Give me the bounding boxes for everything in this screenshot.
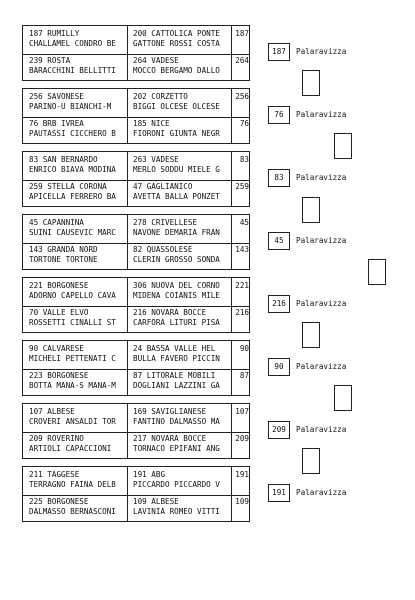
team-players: TERRAGNO FAINA DELB xyxy=(29,479,116,489)
match-box xyxy=(22,277,250,333)
result-number-box: 76 xyxy=(268,106,290,124)
result-number-box: 216 xyxy=(268,295,290,313)
team-cell xyxy=(29,155,129,174)
team-cell xyxy=(29,281,129,300)
team-name: SAVIGLIANESE xyxy=(151,407,207,416)
team-name: ALBESE xyxy=(151,497,179,506)
team-players: BARACCHINI BELLITTI xyxy=(29,65,116,75)
team-players: ARTIOLI CAPACCIONI xyxy=(29,443,112,453)
team-cell xyxy=(133,308,233,327)
team-number: 200 xyxy=(133,29,147,38)
result-number-box: 187 xyxy=(268,43,290,61)
team-players: CHALLAMEL CONDRO BE xyxy=(29,38,116,48)
team-name: ABG xyxy=(151,470,166,479)
team-number: 24 xyxy=(133,344,143,353)
team-number: 221 xyxy=(29,281,43,290)
venue-name: Palaravizza xyxy=(296,299,347,308)
team-name: CRIVELLESE xyxy=(151,218,198,227)
result-number-box: 191 xyxy=(268,484,290,502)
team-players: DOGLIANI LAZZINI GA xyxy=(133,380,220,390)
team-cell xyxy=(133,344,233,363)
team-number: 45 xyxy=(29,218,39,227)
team-cell xyxy=(133,470,233,489)
team-name: NOVARA BOCCE xyxy=(151,308,207,317)
row-divider xyxy=(23,369,249,370)
winner-number: 259 xyxy=(235,182,249,191)
team-number: 70 xyxy=(29,308,39,317)
team-number: 90 xyxy=(29,344,39,353)
team-number: 278 xyxy=(133,218,147,227)
row-divider xyxy=(23,180,249,181)
team-players: AVETTA BALLA PONZET xyxy=(133,191,220,201)
empty-slot-box xyxy=(334,133,352,159)
team-players: APICELLA FERRERO BA xyxy=(29,191,116,201)
team-number: 256 xyxy=(29,92,43,101)
team-cell xyxy=(133,56,233,75)
team-number: 107 xyxy=(29,407,43,416)
venue-name: Palaravizza xyxy=(296,173,347,182)
team-cell xyxy=(133,434,233,453)
match-box xyxy=(22,466,250,522)
team-number: 185 xyxy=(133,119,147,128)
team-cell xyxy=(29,56,129,75)
team-cell xyxy=(29,344,129,363)
team-number: 209 xyxy=(29,434,43,443)
team-cell xyxy=(133,92,233,111)
team-name: VALLE ELVO xyxy=(42,308,89,317)
team-number: 191 xyxy=(133,470,147,479)
team-players: FANTINO DALMASSO MA xyxy=(133,416,220,426)
team-name: VADESE xyxy=(151,56,179,65)
team-players: NAVONE DEMARIA FRAN xyxy=(133,227,220,237)
winner-number: 83 xyxy=(239,155,249,164)
team-cell xyxy=(29,245,129,264)
team-players: LAVINIA ROMEO VITTI xyxy=(133,506,220,516)
team-players: BIGGI OLCESE OLCESE xyxy=(133,101,220,111)
team-cell xyxy=(29,497,129,516)
row-divider xyxy=(23,54,249,55)
winner-number: 45 xyxy=(239,218,249,227)
row-divider xyxy=(23,117,249,118)
venue-name: Palaravizza xyxy=(296,110,347,119)
team-players: PICCARDO PICCARDO V xyxy=(133,479,220,489)
team-players: MIDENA COIANIS MILE xyxy=(133,290,220,300)
team-name: BORGONESE xyxy=(47,497,89,506)
team-cell xyxy=(133,119,233,138)
venue-name: Palaravizza xyxy=(296,236,347,245)
team-number: 83 xyxy=(29,155,39,164)
result-number-box: 209 xyxy=(268,421,290,439)
team-cell xyxy=(29,371,129,390)
match-box xyxy=(22,403,250,459)
winner-number: 109 xyxy=(235,497,249,506)
team-name: BRB IVREA xyxy=(42,119,84,128)
team-cell xyxy=(29,218,129,237)
team-name: NUOVA DEL CORNO xyxy=(151,281,220,290)
team-players: ADORNO CAPELLO CAVA xyxy=(29,290,116,300)
team-cell xyxy=(133,245,233,264)
team-name: STELLA CORONA xyxy=(47,182,107,191)
team-cell xyxy=(29,407,129,426)
match-box xyxy=(22,88,250,144)
team-number: 239 xyxy=(29,56,43,65)
winner-number: 216 xyxy=(235,308,249,317)
team-cell xyxy=(29,470,129,489)
match-box xyxy=(22,340,250,396)
team-number: 169 xyxy=(133,407,147,416)
team-cell xyxy=(29,92,129,111)
empty-slot-box xyxy=(334,385,352,411)
venue-name: Palaravizza xyxy=(296,47,347,56)
team-name: ALBESE xyxy=(47,407,75,416)
result-number-box: 45 xyxy=(268,232,290,250)
winner-number: 256 xyxy=(235,92,249,101)
team-name: BORGONESE xyxy=(47,371,89,380)
team-players: TORTONE TORTONE xyxy=(29,254,98,264)
row-divider xyxy=(23,306,249,307)
team-players: BOTTA MANA-S MANA-M xyxy=(29,380,116,390)
team-cell xyxy=(133,281,233,300)
team-number: 211 xyxy=(29,470,43,479)
result-number-box: 90 xyxy=(268,358,290,376)
team-name: CORZETTO xyxy=(151,92,188,101)
team-players: ROSSETTI CINALLI ST xyxy=(29,317,116,327)
team-number: 87 xyxy=(133,371,143,380)
winner-number: 87 xyxy=(239,371,249,380)
team-name: ROSTA xyxy=(47,56,71,65)
team-name: NOVARA BOCCE xyxy=(151,434,207,443)
venue-name: Palaravizza xyxy=(296,362,347,371)
team-number: 217 xyxy=(133,434,147,443)
team-players: CROVERI ANSALDI TOR xyxy=(29,416,116,426)
team-name: LITORALE MOBILI xyxy=(146,371,216,380)
team-name: CAPANNINA xyxy=(42,218,84,227)
team-number: 216 xyxy=(133,308,147,317)
team-number: 76 xyxy=(29,119,39,128)
team-players: CARFORA LITURI PISA xyxy=(133,317,220,327)
team-name: TAGGESE xyxy=(47,470,80,479)
team-players: MERLO SODDU MIELE G xyxy=(133,164,220,174)
team-name: RUMILLY xyxy=(47,29,80,38)
team-number: 306 xyxy=(133,281,147,290)
result-number-box: 83 xyxy=(268,169,290,187)
match-box xyxy=(22,214,250,270)
team-cell xyxy=(29,182,129,201)
winner-number: 90 xyxy=(239,344,249,353)
team-number: 263 xyxy=(133,155,147,164)
team-name: CATTOLICA PONTE xyxy=(151,29,220,38)
team-cell xyxy=(133,182,233,201)
team-cell xyxy=(133,407,233,426)
team-cell xyxy=(29,29,129,48)
team-name: VADESE xyxy=(151,155,179,164)
team-name: QUASSOLESE xyxy=(146,245,193,254)
team-players: GATTONE ROSSI COSTA xyxy=(133,38,220,48)
team-players: BULLA FAVERO PICCIN xyxy=(133,353,220,363)
winner-number: 107 xyxy=(235,407,249,416)
team-players: PAUTASSI CICCHERO B xyxy=(29,128,116,138)
match-box xyxy=(22,151,250,207)
team-number: 82 xyxy=(133,245,143,254)
row-divider xyxy=(23,432,249,433)
team-players: FIORONI GIUNTA NEGR xyxy=(133,128,220,138)
team-cell xyxy=(133,497,233,516)
team-players: MICHELI PETTENATI C xyxy=(29,353,116,363)
row-divider xyxy=(23,495,249,496)
team-players: ENRICO BIAVA MODINA xyxy=(29,164,116,174)
team-number: 187 xyxy=(29,29,43,38)
team-name: ROVERINO xyxy=(47,434,84,443)
winner-number: 143 xyxy=(235,245,249,254)
team-cell xyxy=(29,119,129,138)
team-name: CALVARESE xyxy=(42,344,84,353)
team-number: 264 xyxy=(133,56,147,65)
team-number: 47 xyxy=(133,182,143,191)
winner-number: 191 xyxy=(235,470,249,479)
empty-slot-box xyxy=(302,70,320,96)
team-name: GRANDA NORD xyxy=(47,245,98,254)
winner-number: 221 xyxy=(235,281,249,290)
team-players: SUINI CAUSEVIC MARC xyxy=(29,227,116,237)
empty-slot-box xyxy=(302,448,320,474)
team-number: 223 xyxy=(29,371,43,380)
team-cell xyxy=(133,29,233,48)
venue-name: Palaravizza xyxy=(296,488,347,497)
team-cell xyxy=(29,434,129,453)
team-number: 202 xyxy=(133,92,147,101)
team-name: BASSA VALLE HEL xyxy=(146,344,216,353)
team-name: SAVONESE xyxy=(47,92,84,101)
team-name: BORGONESE xyxy=(47,281,89,290)
match-box xyxy=(22,25,250,81)
team-players: MOCCO BERGAMO DALLO xyxy=(133,65,220,75)
team-number: 109 xyxy=(133,497,147,506)
team-players: CLERIN GROSSO SONDA xyxy=(133,254,220,264)
venue-name: Palaravizza xyxy=(296,425,347,434)
team-number: 143 xyxy=(29,245,43,254)
empty-slot-box xyxy=(368,259,386,285)
team-players: DALMASSO BERNASCONI xyxy=(29,506,116,516)
team-number: 225 xyxy=(29,497,43,506)
team-cell xyxy=(133,371,233,390)
row-divider xyxy=(23,243,249,244)
winner-number: 209 xyxy=(235,434,249,443)
team-name: NICE xyxy=(151,119,170,128)
winner-number: 76 xyxy=(239,119,249,128)
team-cell xyxy=(133,155,233,174)
empty-slot-box xyxy=(302,197,320,223)
team-name: GAGLIANICO xyxy=(146,182,193,191)
team-cell xyxy=(133,218,233,237)
team-name: SAN BERNARDO xyxy=(42,155,98,164)
winner-number: 264 xyxy=(235,56,249,65)
team-number: 259 xyxy=(29,182,43,191)
team-players: TORNACO EPIFANI ANG xyxy=(133,443,220,453)
team-players: PARINO-U BIANCHI-M xyxy=(29,101,112,111)
winner-number: 187 xyxy=(235,29,249,38)
team-cell xyxy=(29,308,129,327)
empty-slot-box xyxy=(302,322,320,348)
